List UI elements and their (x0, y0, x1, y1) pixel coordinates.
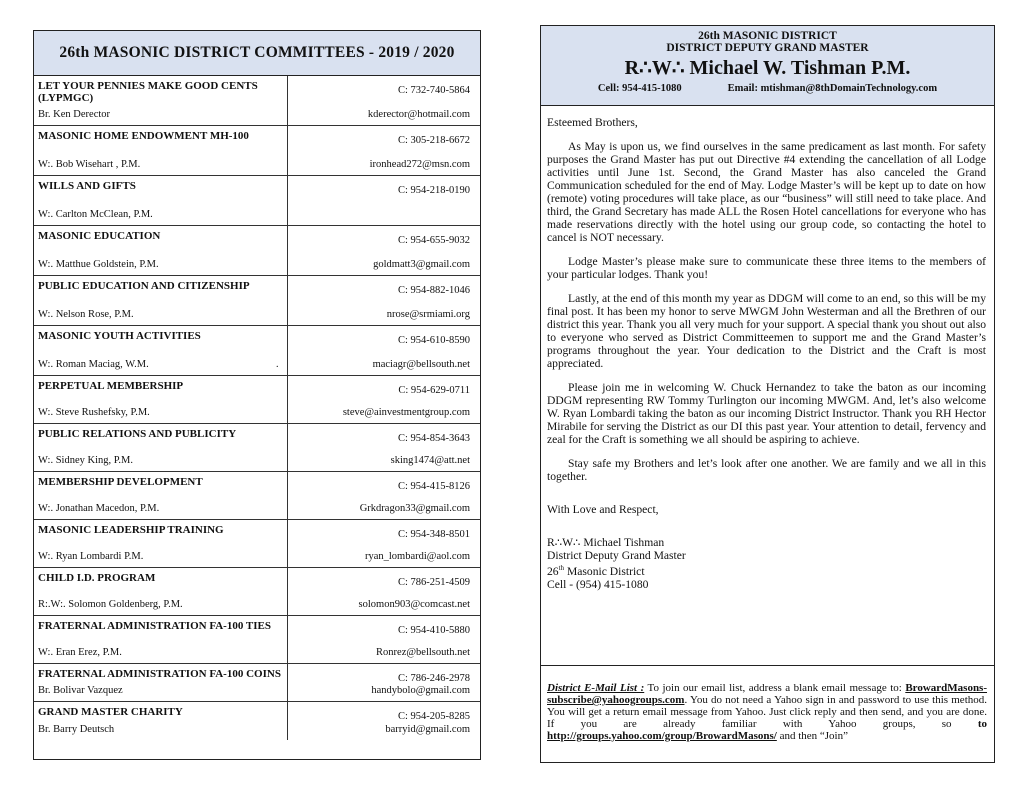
committee-info (34, 326, 288, 375)
committee-email[interactable]: kderector@hotmail.com (367, 109, 470, 120)
committee-info (34, 376, 288, 423)
email-list-box (541, 665, 994, 762)
committee-member: W:. Nelson Rose, P.M. (38, 309, 134, 320)
letter-body (541, 106, 994, 591)
committee-member: W:. Roman Maciag, W.M. (38, 359, 149, 370)
committee-info (34, 520, 288, 567)
committee-member: R:.W:. Solomon Goldenberg, P.M. (38, 599, 183, 610)
committee-email[interactable]: Ronrez@bellsouth.net (376, 647, 470, 658)
committee-row (34, 424, 480, 472)
email-list-end: and then “Join” (776, 730, 849, 742)
ddgm-contact (541, 83, 994, 94)
committee-member: W:. Ryan Lombardi P.M. (38, 551, 144, 562)
committees-panel (33, 30, 481, 760)
stray-dot: . (276, 359, 279, 370)
committee-contact (288, 276, 480, 325)
committee-email[interactable]: maciagr@bellsouth.net (372, 359, 470, 370)
committee-row (34, 126, 480, 176)
ddgm-email[interactable]: Email: mtishman@8thDomainTechnology.com (727, 83, 938, 94)
committee-phone: C: 954-410-5880 (397, 625, 470, 636)
letter-paragraph: Lastly, at the end of this month my year as DDGM will come to an end, so this will be my final post. It has been my honor to serve MWGM John Westerman and all the Brethren of our district this year. Thank you all very much for your support. A special thank you shout out also to everyone who served as District Committeemen to support me and the Grand Master’s programs throughout the year. Your dedication to the District and the Craft is most appreciated. (547, 292, 986, 370)
district-heading: 26th MASONIC DISTRICT (698, 30, 837, 42)
committee-info (34, 616, 288, 663)
committee-row (34, 702, 480, 740)
committee-name: CHILD I.D. PROGRAM (38, 572, 156, 584)
committee-phone: C: 954-854-3643 (397, 433, 470, 444)
committee-contact (288, 616, 480, 663)
committee-email[interactable]: Grkdragon33@gmail.com (359, 503, 470, 514)
committee-name: MASONIC EDUCATION (38, 230, 161, 242)
committee-phone: C: 954-415-8126 (397, 481, 470, 492)
committee-phone: C: 954-348-8501 (397, 529, 470, 540)
committee-email[interactable]: sking1474@att.net (390, 455, 470, 466)
committee-member: W:. Eran Erez, P.M. (38, 647, 122, 658)
office-heading: DISTRICT DEPUTY GRAND MASTER (666, 42, 869, 54)
committee-name: PUBLIC RELATIONS AND PUBLICITY (38, 428, 237, 440)
committee-email[interactable]: ryan_lombardi@aol.com (364, 551, 470, 562)
committee-phone: C: 954-655-9032 (397, 235, 470, 246)
email-list-title: District E-Mail List : (547, 682, 645, 694)
committee-name: MEMBERSHIP DEVELOPMENT (38, 476, 203, 488)
committee-info (34, 276, 288, 325)
committee-phone: C: 954-610-8590 (397, 335, 470, 346)
ddgm-header (541, 26, 994, 106)
committee-info (34, 226, 288, 275)
committee-info (34, 126, 288, 175)
committee-info (34, 76, 288, 125)
committee-member: W:. Sidney King, P.M. (38, 455, 133, 466)
committee-row (34, 472, 480, 520)
committee-row (34, 520, 480, 568)
committee-phone: C: 786-246-2978 (397, 673, 470, 684)
committee-phone: C: 954-882-1046 (397, 285, 470, 296)
committee-contact (288, 568, 480, 615)
committee-member: W:. Steve Rushefsky, P.M. (38, 407, 150, 418)
committee-info (34, 424, 288, 471)
committee-email[interactable]: ironhead272@msn.com (369, 159, 470, 170)
committee-phone: C: 305-218-6672 (397, 135, 470, 146)
committee-info (34, 664, 288, 701)
committee-name: MASONIC YOUTH ACTIVITIES (38, 330, 201, 342)
email-list-to: to (977, 718, 987, 730)
committee-info (34, 568, 288, 615)
ddgm-cell: Cell: 954-415-1080 (597, 83, 682, 94)
letter-paragraph: Lodge Master’s please make sure to communicate these three items to the members of your particular lodges. Thank you! (547, 255, 986, 281)
committee-email[interactable]: solomon903@comcast.net (358, 599, 470, 610)
signature-district: 26th Masonic District (547, 564, 645, 578)
signature-title: District Deputy Grand Master (547, 549, 686, 562)
committee-row (34, 76, 480, 126)
committee-phone: C: 954-205-8285 (397, 711, 470, 722)
committee-contact (288, 126, 480, 175)
committee-contact (288, 702, 480, 740)
ddgm-name: R∴W∴ Michael W. Tishman P.M. (624, 57, 911, 79)
committee-name: PERPETUAL MEMBERSHIP (38, 380, 184, 392)
signature-cell: Cell - (954) 415-1080 (547, 577, 649, 591)
committee-row (34, 664, 480, 702)
committee-list (34, 76, 480, 740)
committee-email[interactable]: goldmatt3@gmail.com (373, 259, 470, 270)
committee-contact (288, 326, 480, 375)
committee-member: W:. Jonathan Macedon, P.M. (38, 503, 160, 514)
yahoo-group-link[interactable]: http://groups.yahoo.com/group/BrowardMasons/ (547, 730, 777, 742)
committee-member: W:. Matthue Goldstein, P.M. (38, 259, 159, 270)
email-list-body: . You do not need a Yahoo sign in and password to use this method. You will get a return email message from Yahoo. Just click reply and then send, and you are done. If you are already familiar with Yahoo groups, so (547, 694, 987, 730)
committee-row (34, 376, 480, 424)
committee-name: LET YOUR PENNIES MAKE GOOD CENTS (LYPMGC) (38, 80, 258, 104)
committee-email[interactable]: barryid@gmail.com (385, 724, 470, 735)
committee-phone: C: 954-629-0711 (398, 385, 470, 396)
signature-name: R∴W∴ Michael Tishman (547, 536, 665, 549)
committee-contact (288, 520, 480, 567)
committee-member: W:. Bob Wisehart , P.M. (38, 159, 141, 170)
committee-phone: C: 954-218-0190 (397, 185, 470, 196)
committee-phone: C: 786-251-4509 (397, 577, 470, 588)
committees-title: 26th MASONIC DISTRICT COMMITTEES - 2019 / 2020 (34, 31, 480, 76)
ddgm-letter-panel (540, 25, 995, 763)
committee-name: PUBLIC EDUCATION AND CITIZENSHIP (38, 280, 250, 292)
committee-email[interactable]: handybolo@gmail.com (371, 685, 470, 696)
committee-contact (288, 376, 480, 423)
committee-info (34, 702, 288, 740)
committee-email[interactable]: nrose@srmiami.org (386, 309, 470, 320)
committee-row (34, 276, 480, 326)
letter-paragraph: Stay safe my Brothers and let’s look after one another. We are family and we all in this together. (547, 457, 986, 483)
committee-contact (288, 664, 480, 701)
email-list-intro: To join our email list, address a blank email message to: (644, 682, 902, 694)
committee-member: Br. Bolivar Vazquez (38, 685, 123, 696)
letter-closing: With Love and Respect, (547, 503, 659, 516)
committee-name: MASONIC LEADERSHIP TRAINING (38, 524, 224, 536)
committee-name: GRAND MASTER CHARITY (38, 706, 183, 718)
committee-contact (288, 226, 480, 275)
committee-contact (288, 76, 480, 125)
letter-paragraph: Please join me in welcoming W. Chuck Hernandez to take the baton as our incoming DDGM representing RW Tommy Turlington our incoming MWGM. And, let’s also welcome W. Ryan Lombardi taking the baton as our incoming District Instructor. Thank you RH Hector Mirabile for serving the District as our DI this past year. Your attention to detail, fervency and zeal for the Craft is something we all should be aspiring to achieve. (547, 381, 986, 446)
committee-info (34, 176, 288, 225)
committee-member: Br. Barry Deutsch (38, 724, 115, 735)
committee-email[interactable]: steve@ainvestmentgroup.com (342, 407, 470, 418)
committee-name: WILLS AND GIFTS (38, 180, 136, 192)
committee-name: FRATERNAL ADMINISTRATION FA-100 COINS (38, 668, 281, 680)
committee-info (34, 472, 288, 519)
subscribe-email-link[interactable]: BrowardMasons-subscribe@yahoogroups.com (547, 682, 988, 706)
committee-phone: C: 732-740-5864 (397, 85, 470, 96)
committee-contact (288, 472, 480, 519)
committee-row (34, 326, 480, 376)
committee-row (34, 176, 480, 226)
committee-row (34, 568, 480, 616)
committee-member: W:. Carlton McClean, P.M. (38, 209, 153, 220)
committee-member: Br. Ken Derector (38, 109, 111, 120)
committee-row (34, 226, 480, 276)
committee-name: FRATERNAL ADMINISTRATION FA-100 TIES (38, 620, 271, 632)
signature-block (547, 536, 986, 591)
committee-contact (288, 176, 480, 225)
committee-contact (288, 424, 480, 471)
committee-name: MASONIC HOME ENDOWMENT MH-100 (38, 130, 249, 142)
letter-paragraph: As May is upon us, we find ourselves in the same predicament as last month. For safety purposes the Grand Master has put out Directive #4 extending the cancellation of all Lodge activities until June 1st. Second, the Grand Master has also canceled the Grand Communication scheduled for the end of May. Lodge Master’s will be kept up to date on how (remote) voting procedures will take place, as our “business” will still need to take place. And third, the Grand Secretary has made ALL the Rosen Hotel cancellations for everyone who has made reservations directly with the hotel using our group code, so contacting the hotel to cancel is NOT necessary. (547, 140, 986, 244)
committee-row (34, 616, 480, 664)
letter-greeting: Esteemed Brothers, (547, 116, 638, 129)
